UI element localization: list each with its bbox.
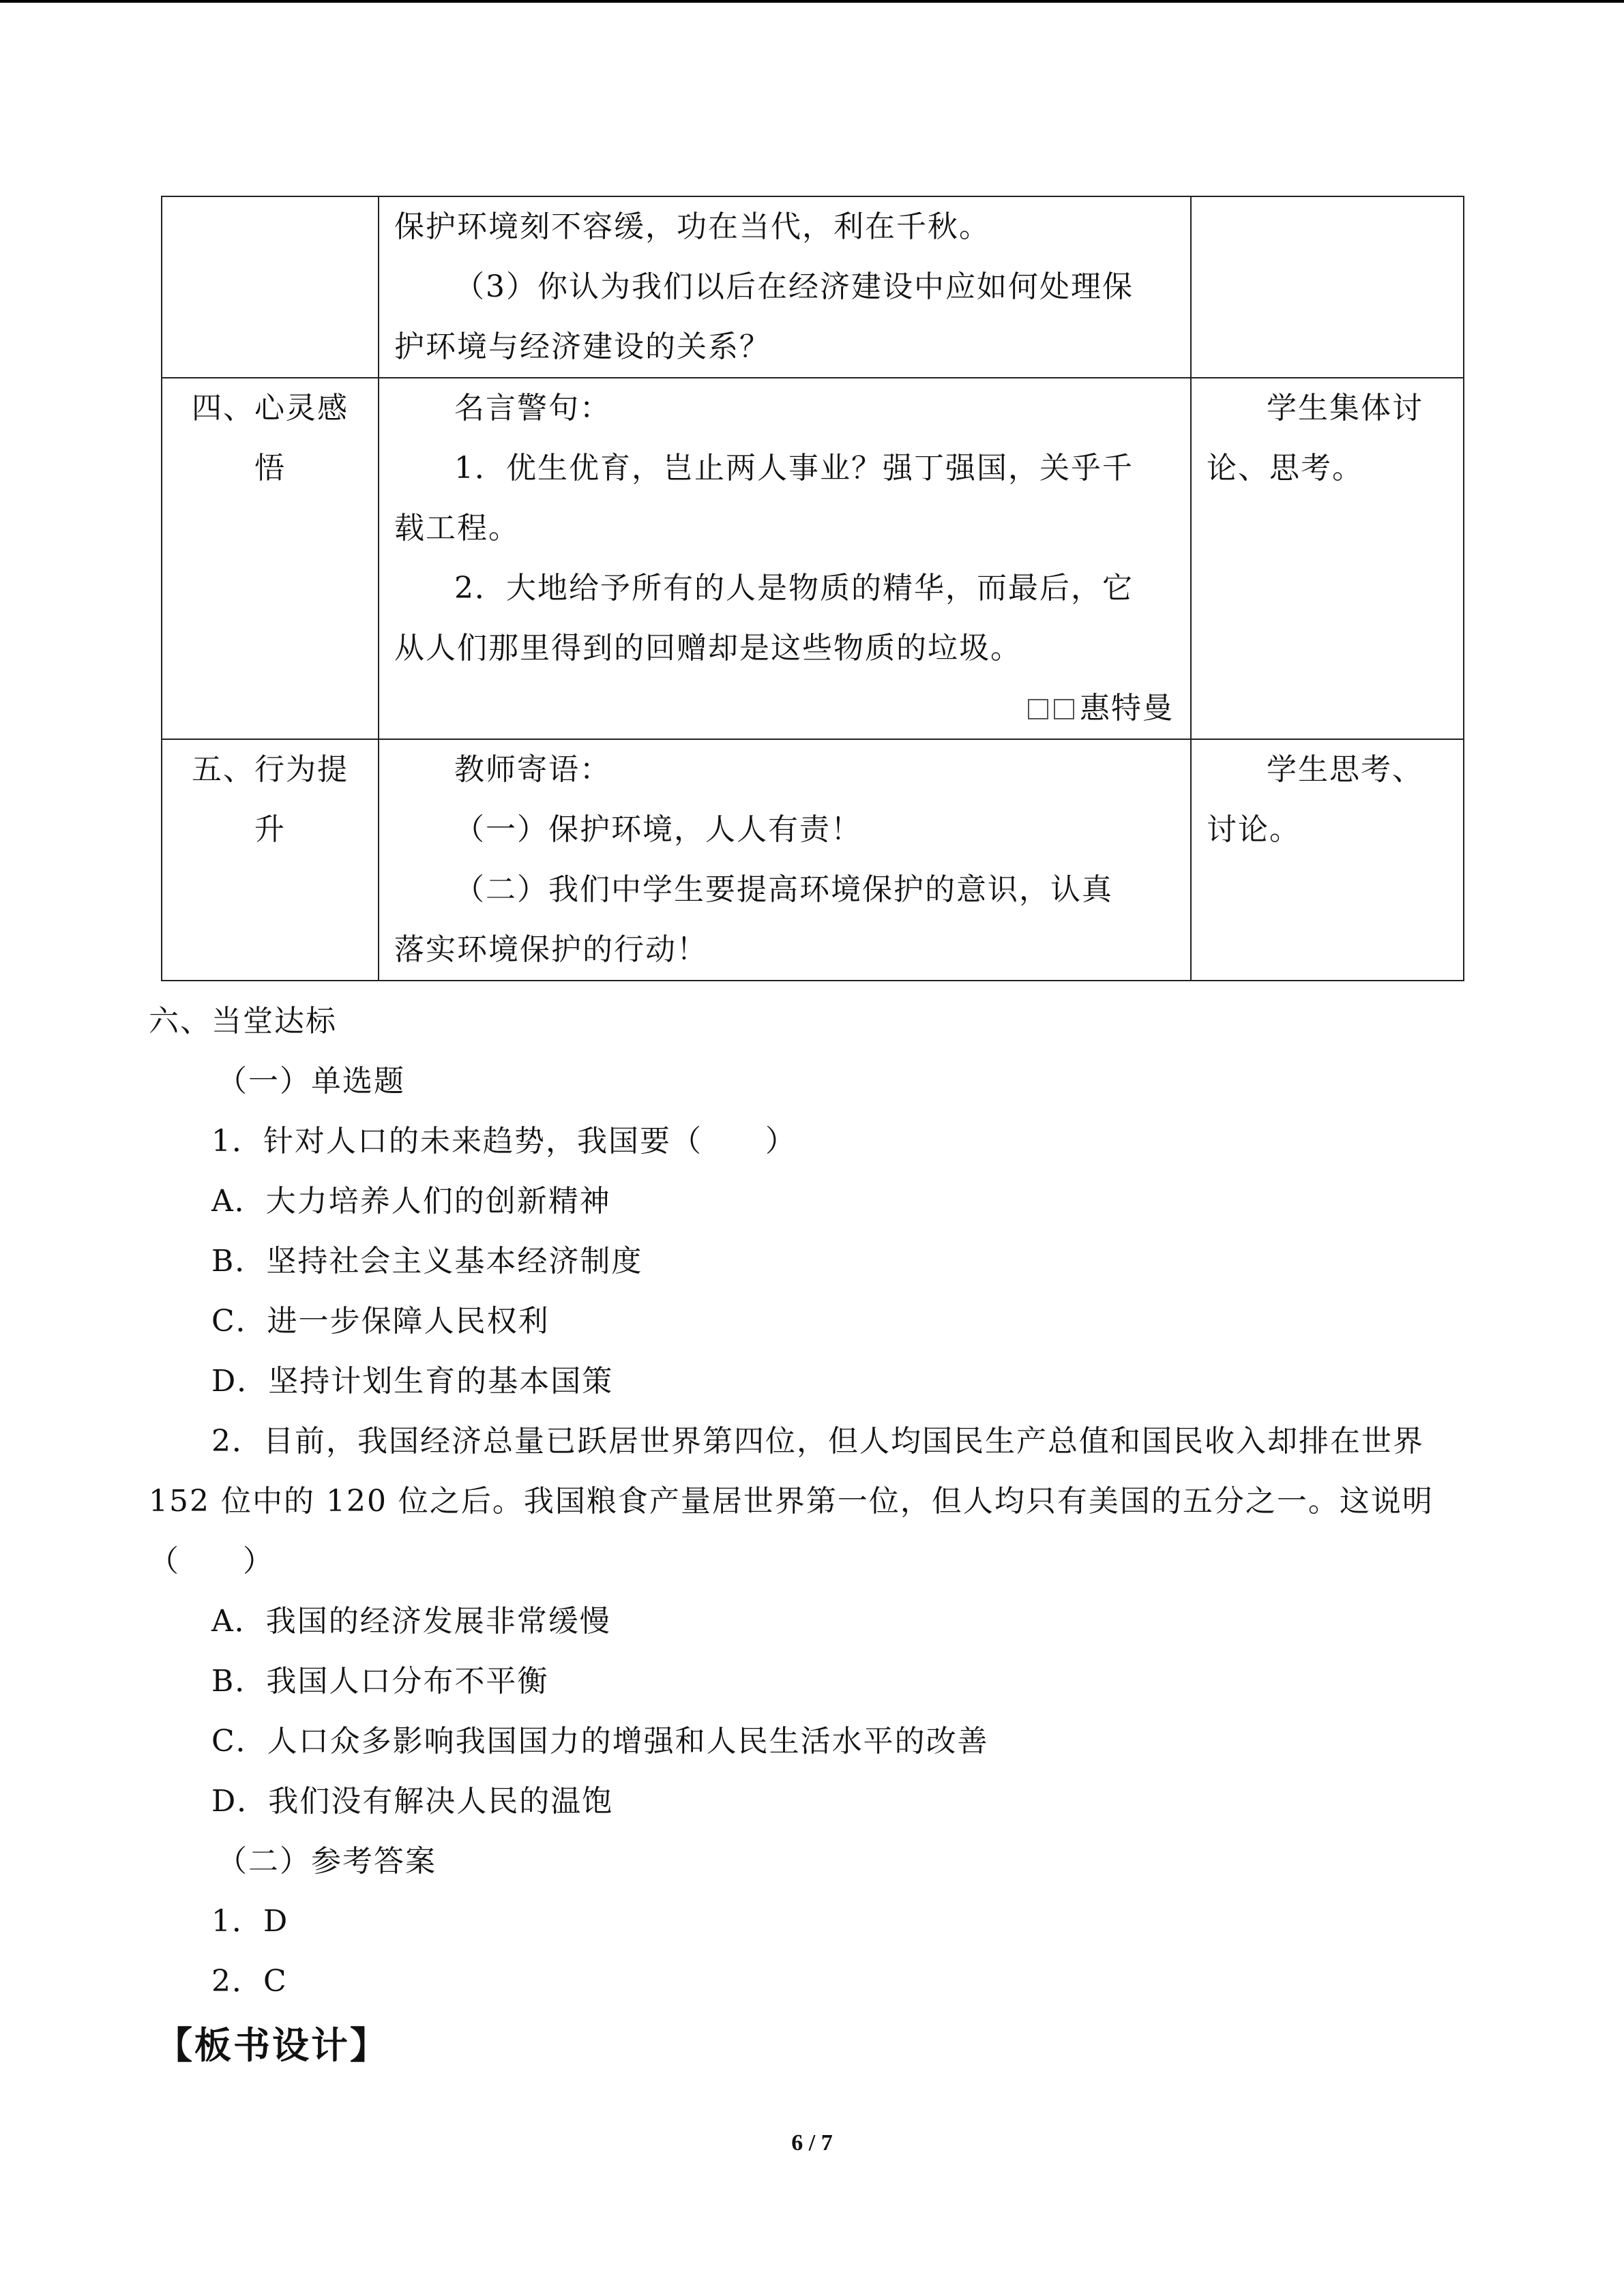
content-line: （一）保护环境，人人有责！ [454,812,862,847]
missing-glyph-icon [1028,699,1048,719]
answer-option: A．我国的经济发展非常缓慢 [211,1604,611,1639]
answer-option: C．进一步保障人民权利 [211,1304,550,1339]
quote-signature [394,679,1175,739]
stage-cell [162,196,379,378]
answer-option: A．大力培养人们的创新精神 [211,1184,611,1219]
reference-answer: 2．C [211,1964,288,1999]
answer-option: C．人口众多影响我国国力的增强和人民生活水平的改善 [211,1724,989,1759]
content-line: 2．大地给予所有的人是物质的精华，而最后，它 [454,571,1134,606]
stage-label-line: 悟 [254,451,286,486]
activity-cell [1191,378,1464,739]
top-border-line [0,0,1624,3]
activity-line: 讨论。 [1207,812,1301,847]
board-design-heading: 【板书设计】 [156,2023,389,2067]
missing-glyph-icon [1054,699,1074,719]
question-stem: 1．针对人口的未来趋势，我国要（ ） [211,1124,797,1159]
content-title: 名言警句： [454,391,611,426]
page-number: 6 / 7 [791,2130,833,2156]
subsection-title: （一）单选题 [217,1064,405,1099]
content-line: 护环境与经济建设的关系？ [394,329,771,364]
stage-cell [162,739,379,981]
table-row [162,739,1464,981]
content-title: 教师寄语： [454,752,611,787]
activity-line: 学生集体讨 [1267,391,1423,426]
content-line: （二）我们中学生要提高环境保护的意识，认真 [454,872,1113,907]
content-cell [379,196,1191,378]
table-row [162,378,1464,739]
content-line: 1．优生优育，岂止两人事业？强丁强国，关乎千 [454,451,1134,486]
table-row [162,196,1464,378]
content-line: 载工程。 [394,511,520,546]
answer-option: B．坚持社会主义基本经济制度 [211,1244,643,1279]
lesson-plan-table [161,196,1464,981]
section-title: 六、当堂达标 [149,1004,337,1039]
signature-text: 惠特曼 [1080,691,1174,726]
stage-label-line: 升 [254,812,286,847]
subsection-title: （二）参考答案 [217,1844,437,1879]
answer-option: D．坚持计划生育的基本国策 [211,1364,614,1399]
content-line: 落实环境保护的行动！ [394,932,708,967]
content-line: 从人们那里得到的回赠却是这些物质的垃圾。 [394,631,1022,666]
content-line: 保护环境刻不容缓，功在当代，利在千秋。 [394,209,990,244]
stage-label-line: 五、行为提 [192,752,349,787]
reference-answer: 1．D [211,1904,289,1939]
content-cell [379,739,1191,981]
stage-label-line: 四、心灵感 [192,391,349,426]
stage-cell [162,378,379,739]
question-stem: 152 位中的 120 位之后。我国粮食产量居世界第一位，但人均只有美国的五分之一。这说明 [149,1484,1434,1519]
activity-line: 学生思考、 [1267,752,1423,787]
answer-option: B．我国人口分布不平衡 [211,1664,549,1699]
answer-option: D．我们没有解决人民的温饱 [211,1784,614,1819]
content-cell [379,378,1191,739]
content-line: （3）你认为我们以后在经济建设中应如何处理保 [454,269,1134,304]
question-stem: （ ） [149,1544,274,1579]
activity-line: 论、思考。 [1207,451,1363,486]
activity-cell [1191,196,1464,378]
activity-cell [1191,739,1464,981]
question-stem: 2．目前，我国经济总量已跃居世界第四位，但人均国民生产总值和国民收入却排在世界 [211,1424,1424,1459]
